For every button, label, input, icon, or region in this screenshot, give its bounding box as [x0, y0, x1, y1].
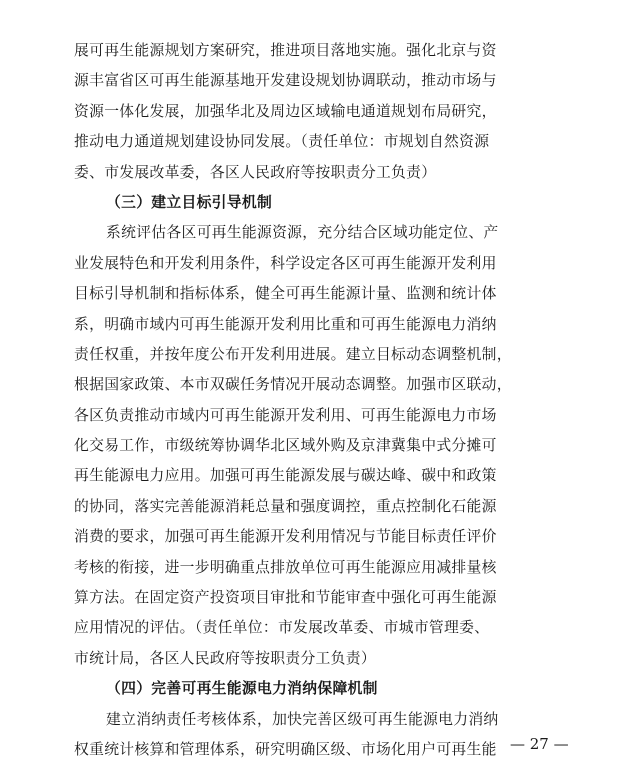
paragraph-line: 再生能源电力应用。加强可再生能源发展与碳达峰、碳中和政策	[74, 467, 497, 485]
paragraph-line: 系统评估各区可再生能源资源，充分结合区域功能定位、产	[106, 224, 499, 242]
paragraph-line: 各区负责推动市域内可再生能源开发利用、可再生能源电力市场	[74, 406, 497, 424]
paragraph-line: 系，明确市域内可再生能源开发利用比重和可再生能源电力消纳	[74, 315, 497, 333]
paragraph-line: 展可再生能源规划方案研究，推进项目落地实施。强化北京与资	[74, 42, 497, 59]
paragraph-line: 根据国家政策、本市双碳任务情况开展动态调整。加强市区联动，	[74, 376, 512, 394]
paragraph-line: 目标引导机制和指标体系，健全可再生能源计量、监测和统计体	[74, 285, 497, 303]
paragraph-line: 考核的衔接，进一步明确重点排放单位可再生能源应用减排量核	[74, 558, 497, 576]
paragraph-line: 推动电力通道规划建设协同发展。（责任单位：市规划自然资源	[74, 133, 490, 151]
paragraph-line: 消费的要求，加强可再生能源开发利用情况与节能目标责任评价	[74, 528, 497, 546]
paragraph-line: 的协同，落实完善能源消耗总量和强度调控，重点控制化石能源	[74, 497, 497, 515]
paragraph-line: 建立消纳责任考核体系，加快完善区级可再生能源电力消纳	[106, 710, 499, 728]
section-heading: （三）建立目标引导机制	[106, 193, 273, 211]
paragraph-line: 市统计局，各区人民政府等按职责分工负责）	[74, 649, 376, 667]
paragraph-line: 责任权重，并按年度公布开发利用进展。建立目标动态调整机制，	[74, 345, 512, 363]
section-heading: （四）完善可再生能源电力消纳保障机制	[106, 680, 378, 698]
paragraph-line: 算方法。在固定资产投资项目审批和节能审查中强化可再生能源	[74, 589, 497, 607]
paragraph-line: 资源一体化发展，加强华北及周边区域输电通道规划布局研究，	[74, 102, 497, 120]
paragraph-line: 应用情况的评估。（责任单位：市发展改革委、市城市管理委、	[74, 619, 490, 637]
page-number: — 27 —	[510, 735, 569, 753]
paragraph-line: 权重统计核算和管理体系，研究明确区级、市场化用户可再生能	[74, 740, 497, 758]
document-body	[74, 36, 564, 765]
paragraph-line: 源丰富省区可再生能源基地开发建设规划协调联动，推动市场与	[74, 72, 497, 90]
paragraph-line: 业发展特色和开发利用条件，科学设定各区可再生能源开发利用	[74, 254, 497, 272]
paragraph-line: 委、市发展改革委，各区人民政府等按职责分工负责）	[74, 163, 437, 181]
paragraph-line: 化交易工作，市级统筹协调华北区域外购及京津冀集中式分摊可	[74, 437, 497, 455]
